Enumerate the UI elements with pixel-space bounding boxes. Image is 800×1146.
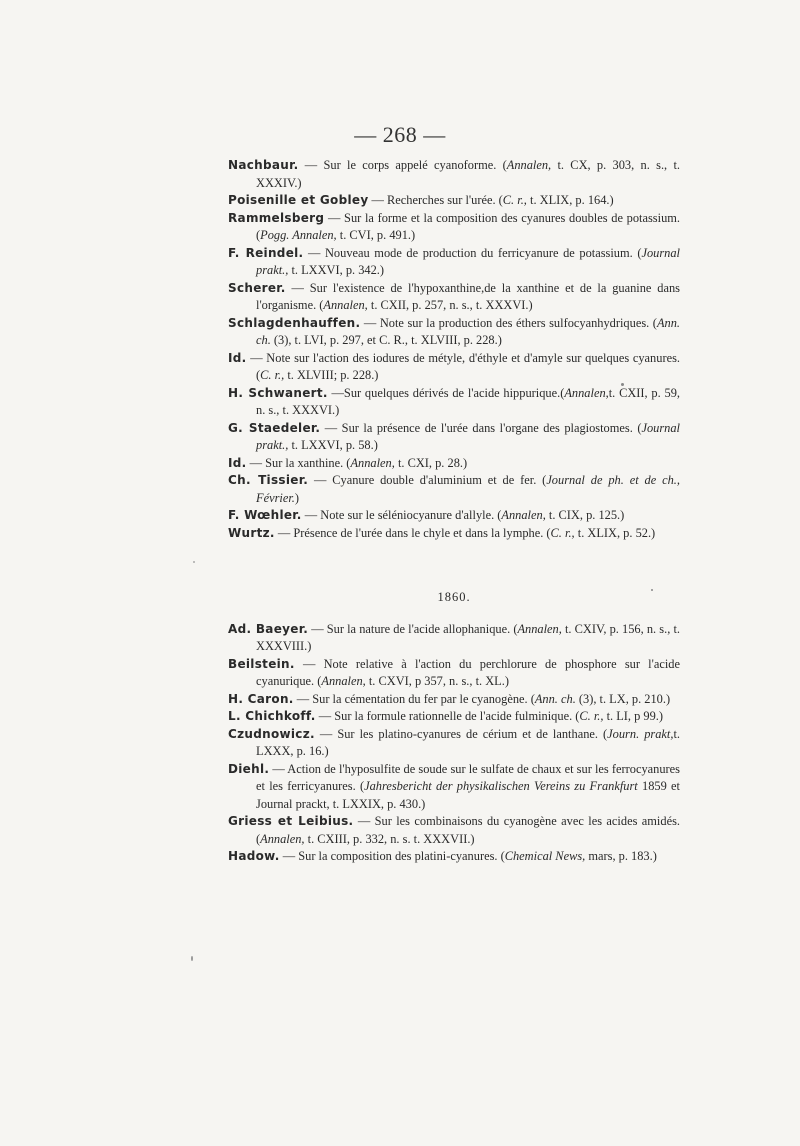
entry-title: — Sur le corps appelé cyanoforme. ( xyxy=(298,158,507,172)
entry-journal: Pogg. Annalen, xyxy=(260,228,337,242)
entry-author: Ch. Tissier. xyxy=(228,473,309,487)
entry-citation: t. XLVIII; p. 228.) xyxy=(284,368,379,382)
entry-citation: t. CX, p. 303, n. s., t. XXXIV.) xyxy=(256,158,680,190)
entry-author: Rammelsberg xyxy=(228,210,325,225)
bibliography-entry xyxy=(228,691,680,709)
entry-author: Czudnowicz. xyxy=(228,726,315,741)
entry-journal: Annalen, xyxy=(517,621,562,636)
entry-author: Hadow. xyxy=(228,849,280,863)
page-number: — 268 — xyxy=(354,122,446,147)
year-heading: 1860. xyxy=(437,590,471,604)
entry-title: — Sur les platino-cyanures de cérium et de lanthane. ( xyxy=(314,726,608,741)
entry-journal: Journal de ph. et de ch., Février. xyxy=(256,473,680,505)
bibliography-entry xyxy=(228,192,680,210)
entry-author: Poisenille et Gobley xyxy=(228,193,369,207)
entry-author: Id. xyxy=(228,455,247,470)
entry-citation: t. CIX, p. 125.) xyxy=(545,508,625,522)
entry-journal: Annalen, xyxy=(506,158,552,172)
entry-title: — Action de l'hyposulfite de soude sur le sulfate de chaux et sur les ferrocyanures et les ferricyanures. ( xyxy=(256,761,680,793)
entry-citation: t. CVI, p. 491.) xyxy=(336,228,416,242)
print-speck xyxy=(621,383,624,386)
entry-journal: Annalen, xyxy=(323,298,368,312)
entry-author: G. Staedeler. xyxy=(228,420,321,435)
entry-author: Wurtz. xyxy=(228,525,275,540)
entry-title: — Sur la forme et la composition des cyanures doubles de potassium. ( xyxy=(256,210,680,242)
entry-title: — Sur les combinaisons du cyanogène avec les acides amidés. ( xyxy=(256,814,680,846)
entry-author: Schlagdenhauffen. xyxy=(228,315,361,330)
entry-citation: (3), t. LX, p. 210.) xyxy=(575,691,671,706)
bibliography-entry xyxy=(228,656,680,691)
bibliography-entry xyxy=(228,848,680,866)
entry-citation: t. CXIII, p. 332, n. s. t. XXXVII.) xyxy=(304,831,475,846)
entry-title: — Sur la xanthine. ( xyxy=(246,455,351,470)
entry-journal: Chemical News, xyxy=(504,849,586,863)
entry-author: L. Chichkoff. xyxy=(228,709,316,723)
bibliography-section-1859 xyxy=(228,157,680,542)
bibliography-section-1860 xyxy=(228,577,680,866)
entry-author: F. Wœhler. xyxy=(228,508,302,522)
entry-title: — Sur la présence de l'urée dans l'organe des plagiostomes. ( xyxy=(320,420,642,435)
print-speck xyxy=(193,561,195,563)
entry-citation: t. LXXVI, p. 342.) xyxy=(288,263,385,277)
entry-citation: t. CXVI, p 357, n. s., t. XL.) xyxy=(365,674,509,688)
entry-journal: Journ. prakt, xyxy=(607,726,674,741)
entry-journal: Journal prakt., xyxy=(256,245,680,277)
entry-journal: Annalen, xyxy=(350,455,395,470)
bibliography-entry xyxy=(228,813,680,848)
entry-journal: Annalen, xyxy=(564,385,609,400)
bibliography-entry xyxy=(228,525,680,543)
entry-journal: Annalen, xyxy=(260,831,305,846)
entry-citation: 1859 et Journal prackt, t. LXXIX, p. 430.) xyxy=(256,779,680,811)
entry-title: — Sur la formule rationnelle de l'acide fulminique. ( xyxy=(315,709,580,723)
bibliography-entry xyxy=(228,245,680,280)
bibliography-entry xyxy=(228,210,680,245)
entry-author: Beilstein. xyxy=(228,656,295,671)
entry-citation: t. CXII, p. 257, n. s., t. XXXVI.) xyxy=(367,298,533,312)
entry-journal: Journal prakt., xyxy=(256,420,680,452)
entry-citation: t. XLIX, p. 52.) xyxy=(574,525,656,540)
entry-journal: Ann. ch. xyxy=(256,315,680,347)
entry-author: H. Schwanert. xyxy=(228,385,328,400)
entry-title: — Cyanure double d'aluminium et de fer. ( xyxy=(308,473,547,487)
entry-author: H. Caron. xyxy=(228,691,294,706)
entry-author: F. Reindel. xyxy=(228,245,304,260)
bibliography-entry xyxy=(228,157,680,192)
entry-title: — Présence de l'urée dans le chyle et dans la lymphe. ( xyxy=(274,525,551,540)
entry-journal: C. r., xyxy=(260,368,285,382)
entry-journal: C. r., xyxy=(502,193,527,207)
bibliography-entry xyxy=(228,761,680,814)
bibliography-entry xyxy=(228,420,680,455)
entry-title: —Sur quelques dérivés de l'acide hippurique.( xyxy=(327,385,565,400)
bibliography-entry xyxy=(228,621,680,656)
entry-citation: t. CXIV, p. 156, n. s., t. XXXVIII.) xyxy=(256,621,680,653)
entry-title: — Recherches sur l'urée. ( xyxy=(368,193,503,207)
entry-author: Id. xyxy=(228,350,247,365)
entry-citation: t. LXXVI, p. 58.) xyxy=(288,438,378,452)
bibliography-entry xyxy=(228,385,680,420)
entry-author: Griess et Leibius. xyxy=(228,814,354,828)
entry-title: — Sur l'existence de l'hypoxanthine,de la xanthine et de la guanine dans l'organisme. ( xyxy=(256,280,680,312)
entry-citation: t. LI, p 99.) xyxy=(603,709,664,723)
print-speck xyxy=(191,956,193,961)
entry-title: — Note sur le séléniocyanure d'allyle. ( xyxy=(301,508,502,522)
bibliography-entry xyxy=(228,350,680,385)
bibliography-entry xyxy=(228,726,680,761)
entry-title: — Nouveau mode de production du ferricyanure de potassium. ( xyxy=(303,245,642,260)
entry-journal: Jahresbericht der physikalischen Vereins zu Frankfurt xyxy=(364,779,638,793)
entry-title: — Sur la nature de l'acide allophanique. ( xyxy=(308,621,518,636)
entry-author: Diehl. xyxy=(228,761,270,776)
bibliography-entry xyxy=(228,708,680,726)
entry-citation: t. CXII, p. 59, n. s., t. XXXVI.) xyxy=(256,385,680,417)
print-speck xyxy=(651,589,653,591)
entry-title: — Note sur la production des éthers sulfocyanhydriques. ( xyxy=(360,315,657,330)
entry-journal: Ann. ch. xyxy=(534,691,576,706)
entry-title: — Sur la composition des platini-cyanures. ( xyxy=(279,849,505,863)
entry-author: Nachbaur. xyxy=(228,158,299,172)
entry-citation: ) xyxy=(294,490,300,505)
entry-author: Scherer. xyxy=(228,280,286,295)
entry-title: — Note relative à l'action du perchlorure de phosphore sur l'acide cyanurique. ( xyxy=(256,656,680,688)
entry-citation: t. LXXX, p. 16.) xyxy=(256,726,681,758)
entry-journal: C. r., xyxy=(579,709,604,723)
entry-journal: Annalen, xyxy=(501,508,546,522)
bibliography-entry xyxy=(228,315,680,350)
bibliography-entry xyxy=(228,507,680,525)
entry-author: Ad. Baeyer. xyxy=(228,621,309,636)
entry-citation: (3), t. LVI, p. 297, et C. R., t. XLVIII, p. 228.) xyxy=(270,333,502,347)
entry-citation: mars, p. 183.) xyxy=(585,849,657,863)
entry-title: — Note sur l'action des iodures de métyle, d'éthyle et d'amyle sur quelques cyanures. ( xyxy=(246,350,680,382)
entry-journal: Annalen, xyxy=(321,674,366,688)
bibliography-entry xyxy=(228,455,680,473)
bibliography-entry xyxy=(228,472,680,507)
entry-journal: C. r., xyxy=(550,525,575,540)
entry-citation: t. CXI, p. 28.) xyxy=(394,455,468,470)
bibliography-entry xyxy=(228,280,680,315)
entry-title: — Sur la cémentation du fer par le cyanogène. ( xyxy=(293,691,535,706)
entry-citation: t. XLIX, p. 164.) xyxy=(526,193,614,207)
